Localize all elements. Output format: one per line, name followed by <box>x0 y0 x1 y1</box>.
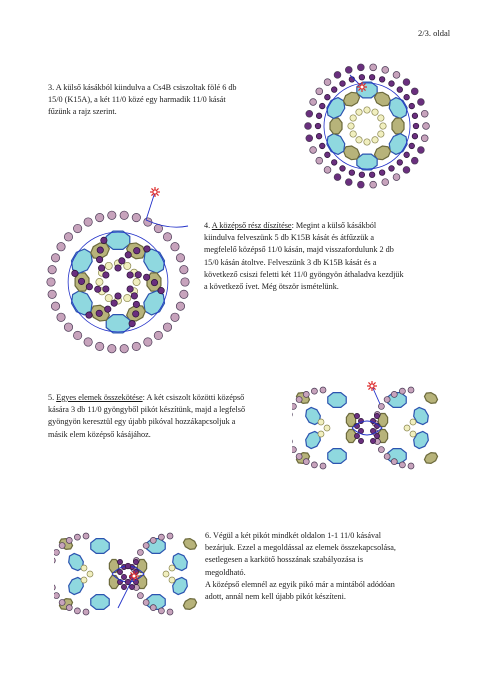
bead <box>310 147 317 154</box>
crystal-bead <box>328 393 346 408</box>
step-5-first-line: 5. Egyes elemek összekötése: A két csiszolt közötti középső <box>48 393 245 402</box>
bead <box>378 447 384 453</box>
bead <box>103 286 109 292</box>
bead <box>78 278 84 284</box>
bead <box>409 143 415 149</box>
needle-icon <box>129 571 139 581</box>
bead <box>310 99 317 106</box>
crystal-bead <box>106 315 130 333</box>
bead <box>380 123 386 129</box>
bead <box>393 72 400 79</box>
figure-step-5 <box>292 376 442 476</box>
figure-step-4 <box>38 186 200 364</box>
bead <box>316 88 323 95</box>
bead <box>83 533 89 539</box>
bead <box>115 293 121 299</box>
bead <box>133 311 139 317</box>
bead <box>404 425 410 431</box>
step-6-line: esetlegesen a karkötő hosszának szabályozása is <box>205 555 364 565</box>
bead <box>311 388 317 394</box>
bead <box>421 110 428 117</box>
bead <box>316 113 322 119</box>
bead <box>59 543 65 549</box>
bead <box>127 272 133 278</box>
bead <box>334 72 341 79</box>
step-5-line: kására 3 db 11/0 gyöngyből pikót készítünk, majd a legfelső <box>48 405 246 415</box>
bead <box>357 64 364 71</box>
bead <box>331 87 337 93</box>
bead <box>51 254 59 262</box>
bead <box>171 243 179 251</box>
bead <box>315 123 321 129</box>
bead <box>389 81 395 87</box>
step-4-line: Megint a külső kásákból <box>295 221 377 230</box>
bead <box>54 593 59 599</box>
bead <box>393 174 400 181</box>
crystal-bead <box>357 154 377 170</box>
bead <box>129 320 135 326</box>
step-4-line: kiindulva felveszünk 5 db K15B kását és átfűzzük a <box>204 233 375 243</box>
olive-bead <box>423 391 439 405</box>
bead <box>410 419 416 425</box>
bead <box>54 584 55 590</box>
bead <box>350 115 356 121</box>
bead <box>372 137 378 143</box>
bead <box>303 459 309 465</box>
bead <box>129 584 134 589</box>
bead <box>417 99 424 106</box>
step-4-line: 15/0 kásán átoltve. Felveszünk 3 db K15B kását és a <box>204 257 377 267</box>
bead <box>356 137 362 143</box>
bead <box>356 109 362 115</box>
bead <box>108 345 116 353</box>
bead <box>305 123 312 130</box>
bead <box>325 94 331 100</box>
bead <box>57 243 65 251</box>
bead <box>117 569 122 574</box>
bead <box>404 94 410 100</box>
bead <box>345 66 352 73</box>
step-3-line: 15/0 (K15A), a két 11/0 közé egy harmadik 11/0 kását <box>48 95 226 105</box>
bead <box>397 87 403 93</box>
bead <box>150 605 156 611</box>
bead <box>163 323 171 331</box>
bead <box>133 278 140 285</box>
bead <box>163 571 169 577</box>
step-4-text <box>204 220 464 293</box>
bead <box>150 537 156 543</box>
olive-bead <box>392 118 404 134</box>
bead <box>316 157 323 164</box>
bead <box>125 252 131 258</box>
crystal-bead <box>106 231 130 249</box>
bead <box>47 278 55 286</box>
bead <box>132 213 140 221</box>
bead <box>81 577 87 583</box>
bead <box>372 109 378 115</box>
bead <box>124 294 131 301</box>
bead <box>364 107 370 113</box>
bead <box>411 157 418 164</box>
bead <box>423 123 430 130</box>
bead <box>320 387 326 393</box>
beadwork-diagram-step-4 <box>38 186 200 364</box>
bead <box>374 413 379 418</box>
bead <box>403 79 410 86</box>
bead <box>324 79 331 86</box>
bead <box>354 433 359 438</box>
bead <box>86 284 92 290</box>
bead <box>410 431 416 437</box>
needle-icon <box>357 82 367 92</box>
crystal-bead <box>91 539 109 554</box>
bead <box>311 462 317 468</box>
beadwork-diagram-step-5 <box>292 376 442 476</box>
bead <box>158 608 164 614</box>
bead <box>73 331 81 339</box>
bead <box>72 270 78 276</box>
bead <box>86 312 92 318</box>
bead <box>412 113 418 119</box>
bead <box>137 549 143 555</box>
step-4-first-line: 4. A középső rész díszítése: Megint a külső kásákból <box>204 221 377 230</box>
bead <box>399 462 405 468</box>
bead <box>378 131 384 137</box>
bead <box>334 174 341 181</box>
bead <box>345 179 352 186</box>
bead <box>384 453 390 459</box>
bead <box>83 609 89 615</box>
bead <box>292 447 296 453</box>
bead <box>411 88 418 95</box>
bead <box>331 160 337 166</box>
bead <box>176 302 184 310</box>
bead <box>359 74 365 80</box>
bead <box>96 310 102 316</box>
bead <box>144 246 150 252</box>
olive-bead <box>423 451 439 465</box>
step-3-text <box>48 82 288 119</box>
bead <box>144 338 152 346</box>
bead <box>391 391 397 397</box>
bead <box>137 593 143 599</box>
bead <box>115 265 121 271</box>
bead <box>121 574 126 579</box>
bead <box>169 565 175 571</box>
step-5-line: gyöngyön keresztül egy újabb pikóval hozzákapcsoljuk a <box>48 417 236 427</box>
bead <box>57 313 65 321</box>
needle-icon <box>150 187 160 197</box>
step-5-line: A két csiszolt közötti középső <box>146 393 245 402</box>
bead <box>143 274 149 280</box>
bead <box>379 77 385 83</box>
bead <box>167 609 173 615</box>
bead <box>163 233 171 241</box>
bead <box>105 306 111 312</box>
bead <box>340 81 346 87</box>
bead <box>384 397 390 403</box>
bead <box>125 563 131 569</box>
bead <box>64 233 72 241</box>
bead <box>151 279 157 285</box>
beadwork-diagram-step-3 <box>300 57 434 191</box>
bead <box>134 247 140 253</box>
bead <box>143 599 149 605</box>
bead <box>292 403 296 409</box>
bead <box>324 166 331 173</box>
bead <box>158 287 164 293</box>
bead <box>96 278 103 285</box>
crystal-bead <box>91 595 109 610</box>
bead <box>370 181 377 188</box>
bead <box>412 133 418 139</box>
bead <box>66 537 72 543</box>
bead <box>171 313 179 321</box>
bead <box>408 463 414 469</box>
bead <box>181 278 189 286</box>
step-4-line: megfelelő középső 11/0 kásán, majd visszafordulunk 2 db <box>204 245 394 255</box>
bead <box>357 181 364 188</box>
bead <box>374 433 379 438</box>
step-6-line: 6. Végül a két pikót mindkét oldalon 1-1 11/0 kásával <box>205 531 381 540</box>
bead <box>382 179 389 186</box>
bead <box>127 286 133 292</box>
step-5-text <box>48 392 288 441</box>
bead <box>358 438 363 443</box>
bead <box>131 293 137 299</box>
bead <box>105 262 112 269</box>
bead <box>176 254 184 262</box>
bead <box>378 115 384 121</box>
bead <box>180 290 188 298</box>
bead <box>48 265 56 273</box>
bead <box>325 152 331 158</box>
bead <box>59 599 65 605</box>
bead <box>95 342 103 350</box>
bead <box>318 431 324 437</box>
bead <box>349 170 355 176</box>
olive-bead <box>182 597 198 611</box>
bead <box>378 403 384 409</box>
needle-icon <box>367 381 377 391</box>
bead <box>48 290 56 298</box>
bead <box>303 391 309 397</box>
bead <box>364 139 370 145</box>
bead <box>97 247 103 253</box>
bead <box>324 425 330 431</box>
step-6-line: adott, annál nem kell újabb pikót készíteni. <box>205 592 346 602</box>
step-6-line: bezárjuk. Ezzel a megoldással az elemek összekapcsolása, <box>205 543 396 553</box>
bead <box>103 272 109 278</box>
bead <box>350 131 356 137</box>
bead <box>74 608 80 614</box>
bead <box>51 302 59 310</box>
bead <box>369 74 375 80</box>
step-3-line: fűzünk a rajz szerint. <box>48 107 117 117</box>
bead <box>296 453 302 459</box>
thread-path <box>372 386 380 404</box>
olive-bead <box>182 537 198 551</box>
beadwork-diagram-step-6 <box>54 524 202 622</box>
bead <box>340 166 346 172</box>
bead <box>354 413 359 418</box>
step-4-number: 4. <box>204 221 211 230</box>
bead <box>382 66 389 73</box>
step-6-line: A középső elemnél az egyik pikó már a mintából adódóan <box>205 579 395 589</box>
step-6-line: megoldható. <box>205 567 246 577</box>
bead <box>167 533 173 539</box>
figure-step-3 <box>300 57 434 191</box>
bead <box>98 265 104 271</box>
bead <box>306 135 313 142</box>
bead <box>87 571 93 577</box>
bead <box>413 123 419 129</box>
bead <box>370 64 377 71</box>
bead <box>180 265 188 273</box>
bead <box>391 459 397 465</box>
bead <box>66 605 72 611</box>
bead <box>117 559 122 564</box>
bead <box>359 172 365 178</box>
step-4-line: a következő ívet. Még ötször ismételünk. <box>204 282 339 292</box>
bead <box>369 172 375 178</box>
bead <box>121 584 126 589</box>
thread-path <box>146 192 155 220</box>
bead <box>105 294 112 301</box>
step-6-text <box>205 530 465 603</box>
bead <box>73 224 81 232</box>
bead <box>409 103 415 109</box>
bead <box>316 133 322 139</box>
bead <box>320 463 326 469</box>
bead <box>389 166 395 172</box>
bead <box>154 331 162 339</box>
bead <box>169 577 175 583</box>
bead <box>54 558 55 564</box>
bead <box>84 218 92 226</box>
bead <box>74 534 80 540</box>
bead <box>318 419 324 425</box>
bead <box>306 110 313 117</box>
bead <box>84 338 92 346</box>
page-number: 2/3. oldal <box>418 28 451 38</box>
step-4-line: következő csiszi feletti két 11/0 gyöngyön áthaladva kezdjük <box>204 269 404 279</box>
crystal-bead <box>328 449 346 464</box>
bead <box>296 397 302 403</box>
bead <box>120 211 128 219</box>
bead <box>54 549 59 555</box>
bead <box>417 147 424 154</box>
olive-bead <box>330 118 342 134</box>
bead <box>108 211 116 219</box>
bead <box>348 123 354 129</box>
bead <box>421 135 428 142</box>
bead <box>143 543 149 549</box>
bead <box>120 345 128 353</box>
step-4-title: A középső rész díszítése <box>211 221 292 230</box>
bead <box>399 388 405 394</box>
bead <box>124 262 131 269</box>
bead <box>95 286 101 292</box>
bead <box>95 213 103 221</box>
bead <box>158 534 164 540</box>
step-5-title: Egyes elemek összekötése <box>56 393 143 402</box>
bead <box>319 143 325 149</box>
figure-step-6 <box>54 524 202 622</box>
bead <box>101 237 107 243</box>
bead <box>397 160 403 166</box>
bead <box>64 323 72 331</box>
bead <box>408 387 414 393</box>
step-3-line: 3. A külső kásákból kiindulva a Cs4B csiszoltak fölé 6 db <box>48 83 237 92</box>
bead <box>404 152 410 158</box>
bead <box>119 258 125 264</box>
bead <box>319 103 325 109</box>
bead <box>96 256 102 262</box>
bead <box>133 559 138 564</box>
bead <box>132 342 140 350</box>
bead <box>370 438 375 443</box>
bead <box>81 565 87 571</box>
bead <box>379 170 385 176</box>
bead <box>133 301 139 307</box>
bead <box>111 300 117 306</box>
step-5-number: 5. <box>48 393 55 402</box>
step-5-line: másik elem középső kásájához. <box>48 429 151 439</box>
bead <box>135 272 141 278</box>
bead <box>403 166 410 173</box>
